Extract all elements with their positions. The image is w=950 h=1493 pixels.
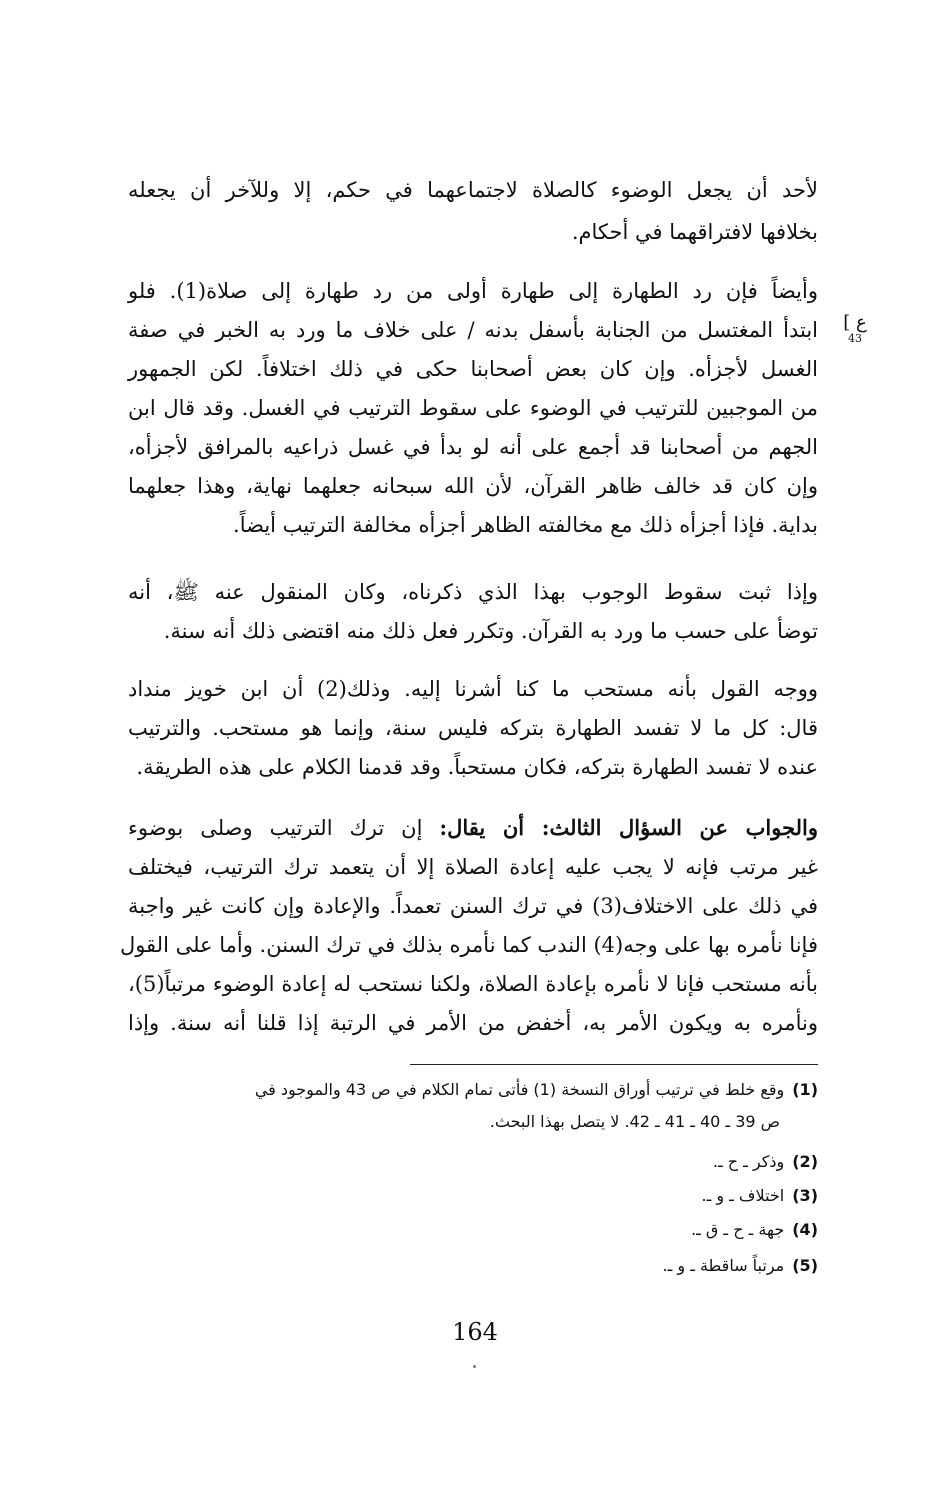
text-line: لأحد أن يجعل الوضوء كالصلاة لاجتماعهما في حكم، إلا وللآخر أن يجعله bbox=[128, 178, 818, 202]
footnote bbox=[128, 1150, 818, 1174]
margin-marker-page: 43 bbox=[848, 332, 862, 345]
text-line: وإن كان قد خالف ظاهر القرآن، لأن الله سبحانه جعلهما نهاية، وهذا جعلهما bbox=[128, 474, 818, 498]
footnote bbox=[90, 1110, 780, 1134]
footnote-divider bbox=[410, 1064, 818, 1065]
footnote-number: (1) bbox=[792, 1080, 818, 1099]
footnote-number: (5) bbox=[792, 1256, 818, 1275]
footnote bbox=[128, 1078, 818, 1102]
text-line: ونأمره به ويكون الأمر به، أخفض من الأمر في الرتبة إذا قلنا أنه سنة. وإذا bbox=[128, 1011, 818, 1035]
text-line bbox=[128, 814, 818, 842]
footnote bbox=[128, 1184, 818, 1208]
text-line: وإذا ثبت سقوط الوجوب بهذا الذي ذكرناه، وكان المنقول عنه ﷺ، أنه bbox=[128, 580, 818, 604]
footnote-number: (2) bbox=[792, 1152, 818, 1171]
footnote-text: اختلاف ـ و ـ. bbox=[701, 1186, 785, 1205]
footnote bbox=[128, 1254, 818, 1278]
text-line: توضأ على حسب ما ورد به القرآن. وتكرر فعل ذلك منه اقتضى ذلك أنه سنة. bbox=[163, 619, 818, 643]
text-line: وأيضاً فإن رد الطهارة إلى طهارة أولى من رد طهارة إلى صلاة(1). فلو bbox=[128, 279, 818, 303]
footnote-number: (4) bbox=[792, 1220, 818, 1239]
text-line: عنده لا تفسد الطهارة بتركه، فكان مستحباً. وقد قدمنا الكلام على هذه الطريقة. bbox=[136, 755, 818, 779]
text-line: فإنا نأمره بها على وجه(4) الندب كما نأمره بذلك في ترك السنن. وأما على القول bbox=[119, 933, 818, 957]
text-line: ووجه القول بأنه مستحب ما كنا أشرنا إليه. وذلك(2) أن ابن خويز منداد bbox=[128, 677, 819, 701]
footnote-text: وذكر ـ ح ـ. bbox=[712, 1152, 785, 1171]
footnote-number: (3) bbox=[792, 1186, 818, 1205]
margin-marker-letter: ع ] bbox=[843, 312, 867, 333]
text-line: الغسل لأجزأه. وإن كان بعض أصحابنا حكى في ذلك اختلافاً. لكن الجمهور bbox=[128, 357, 818, 381]
answer-heading: والجواب عن السؤال الثالث: أن يقال: bbox=[439, 815, 818, 840]
text-line: بخلافها لافتراقهما في أحكام. bbox=[571, 220, 818, 244]
text-line: من الموجبين للترتيب في الوضوء على سقوط الترتيب في الغسل. وقد قال ابن bbox=[128, 396, 818, 420]
footnote bbox=[128, 1218, 818, 1242]
page-number: 164 bbox=[452, 1318, 498, 1346]
text-line: غير مرتب فإنه لا يجب عليه إعادة الصلاة إلا أن يتعمد ترك الترتيب، فيختلف bbox=[128, 855, 818, 879]
footnote-text: جهة ـ ح ـ ق ـ. bbox=[691, 1220, 785, 1239]
text-span: إن ترك الترتيب وصلى بوضوء bbox=[128, 816, 440, 840]
footnote-text: وقع خلط في ترتيب أوراق النسخة (1) فأتى تمام الكلام في ص 43 والموجود في bbox=[254, 1080, 785, 1099]
text-line: الجهم من أصحابنا قد أجمع على أنه لو بدأ في غسل ذراعيه بالمرافق لأجزأه، bbox=[128, 435, 818, 459]
footnote-text: مرتباً ساقطة ـ و ـ. bbox=[662, 1256, 785, 1275]
footnote-text: ص 39 ـ 40 ـ 41 ـ 42. لا يتصل بهذا البحث. bbox=[489, 1112, 780, 1131]
text-line: ابتدأ المغتسل من الجنابة بأسفل بدنه / على خلاف ما ورد به الخبر في صفة bbox=[128, 318, 818, 342]
text-line: بداية. فإذا أجزأه ذلك مع مخالفته الظاهر أجزأه مخالفة الترتيب أيضاً. bbox=[233, 513, 818, 537]
text-line: في ذلك على الاختلاف(3) في ترك السنن تعمداً. والإعادة وإن كانت غير واجبة bbox=[128, 894, 818, 918]
margin-page-marker bbox=[840, 313, 870, 345]
text-line: بأنه مستحب فإنا لا نأمره بإعادة الصلاة، ولكنا نستحب له إعادة الوضوء مرتباً(5)، bbox=[128, 972, 818, 996]
text-line: قال: كل ما لا تفسد الطهارة بتركه فليس سنة، وإنما هو مستحب. والترتيب bbox=[128, 716, 818, 740]
scan-speck bbox=[473, 1365, 476, 1368]
